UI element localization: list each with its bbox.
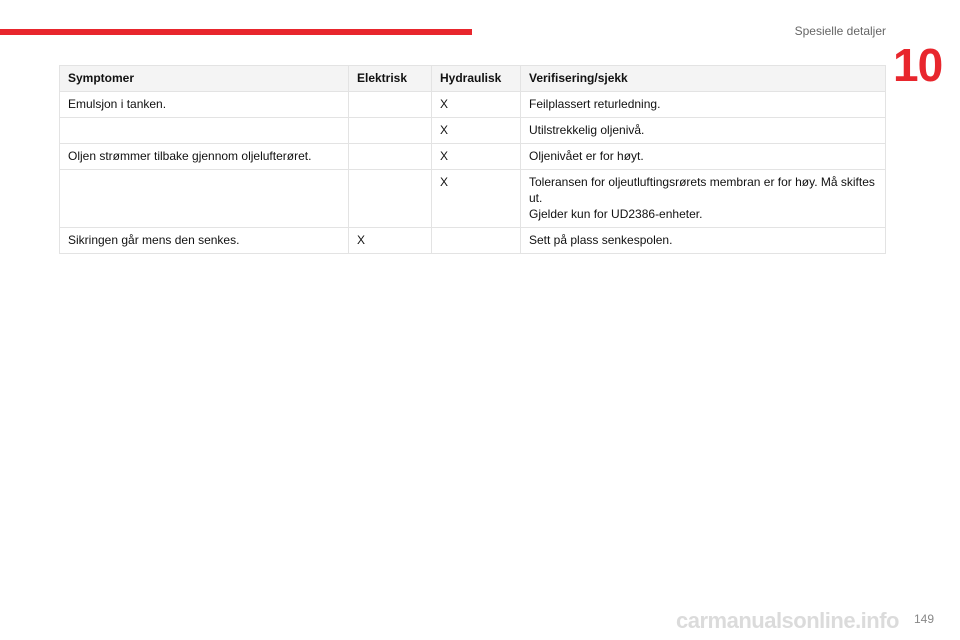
table-row — [60, 144, 886, 170]
table-row — [60, 170, 886, 228]
watermark: carmanualsonline.info — [676, 608, 899, 633]
check-cell — [521, 170, 886, 228]
symptom-cell — [60, 170, 349, 228]
hydraulisk-cell: X — [432, 144, 521, 170]
check-cell: Feilplassert returledning. — [521, 92, 886, 118]
check-cell: Oljenivået er for høyt. — [521, 144, 886, 170]
hydraulisk-cell: X — [432, 170, 521, 228]
column-header-symptomer: Symptomer — [60, 66, 349, 92]
table-row — [60, 92, 886, 118]
check-text: Toleransen for oljeutluftingsrørets membran er for høy. Må skiftes ut. — [529, 175, 875, 205]
symptom-cell: Emulsjon i tanken. — [60, 92, 349, 118]
hydraulisk-cell — [432, 228, 521, 254]
check-cell: Sett på plass senkespolen. — [521, 228, 886, 254]
elektrisk-cell — [349, 92, 432, 118]
column-header-elektrisk: Elektrisk — [349, 66, 432, 92]
table-row — [60, 228, 886, 254]
symptom-cell: Sikringen går mens den senkes. — [60, 228, 349, 254]
accent-bar — [0, 29, 472, 35]
column-header-verifisering: Verifisering/sjekk — [521, 66, 886, 92]
symptom-cell — [60, 118, 349, 144]
column-header-hydraulisk: Hydraulisk — [432, 66, 521, 92]
table-header-row — [60, 66, 886, 92]
hydraulisk-cell: X — [432, 92, 521, 118]
hydraulisk-cell: X — [432, 118, 521, 144]
table-row — [60, 118, 886, 144]
elektrisk-cell — [349, 118, 432, 144]
symptom-cell: Oljen strømmer tilbake gjennom oljelufterøret. — [60, 144, 349, 170]
troubleshooting-table — [59, 65, 886, 254]
elektrisk-cell: X — [349, 228, 432, 254]
elektrisk-cell — [349, 170, 432, 228]
check-cell: Utilstrekkelig oljenivå. — [521, 118, 886, 144]
check-note: Gjelder kun for UD2386-enheter. — [529, 207, 703, 221]
elektrisk-cell — [349, 144, 432, 170]
section-title: Spesielle detaljer — [794, 24, 886, 38]
page-number: 149 — [913, 612, 934, 626]
chapter-number: 10 — [893, 39, 943, 91]
